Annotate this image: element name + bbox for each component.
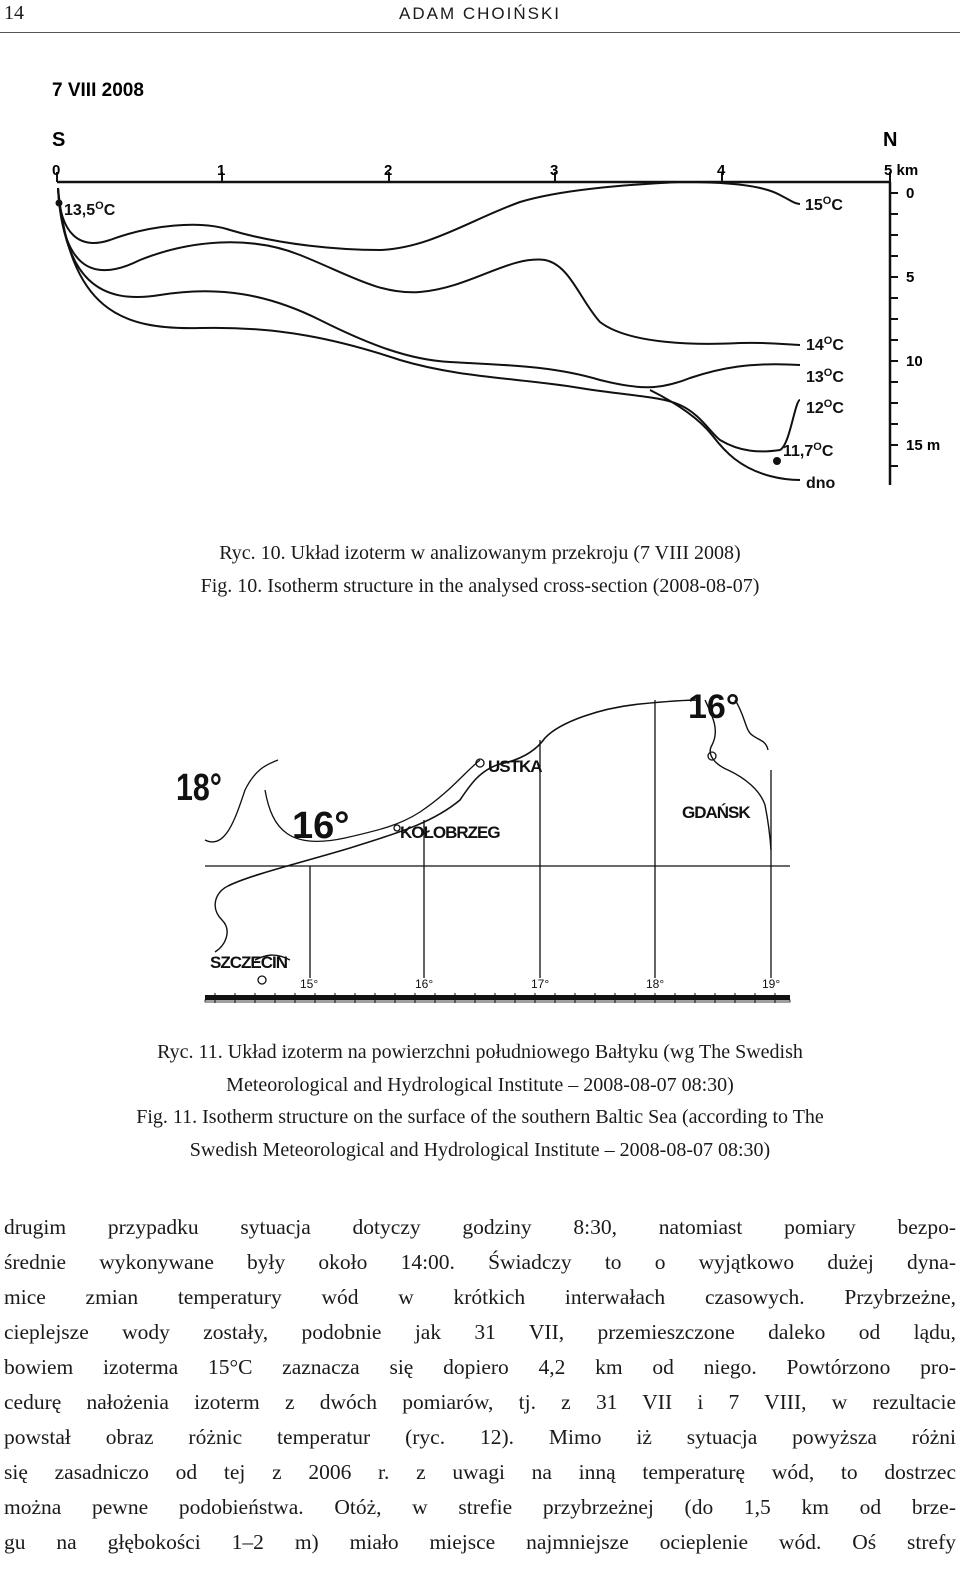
fig10-date-label: 7 VIII 2008 — [52, 80, 144, 101]
fig11-label-16-west: 16° — [292, 805, 350, 847]
fig10-label-bottom: dno — [806, 475, 836, 492]
fig11-longitude-16: 16° — [415, 977, 434, 991]
fig10-label-13-5: $13,5^OC$ — [64, 200, 116, 219]
body-line: powstał obraz różnic temperatur (ryc. 12). Mimo iż sytuacja powyższa różni — [4, 1425, 956, 1449]
fig11-caption-en-line1: Fig. 11. Isotherm structure on the surface of the southern Baltic Sea (according to The — [136, 1106, 824, 1128]
figure-11-caption-en — [0, 1101, 960, 1167]
fig11-label-gdansk: GDAŃSK — [682, 803, 750, 822]
fig10-depth-tick-15: 15 m — [906, 437, 941, 454]
fig10-label-11-7: $11,7^OC$ — [783, 441, 834, 460]
fig10-south-label: S — [52, 129, 66, 151]
fig10-caption-en: Fig. 10. Isotherm structure in the analysed cross-section (2008-08-07) — [200, 575, 760, 597]
fig10-x-tick-marks — [57, 172, 890, 182]
body-line: drugim przypadku sytuacja dotyczy godziny 8:30, natomiast pomiary bezpo- — [4, 1215, 956, 1239]
header-rule — [0, 32, 960, 33]
fig11-caption-en-line2: Swedish Meteorological and Hydrological Institute – 2008-08-07 08:30) — [189, 1139, 771, 1161]
fig10-x-tick-0: 0 — [52, 162, 61, 179]
fig10-label-13: $13^OC$ — [806, 367, 844, 386]
fig10-caption-pl: Ryc. 10. Układ izoterm w analizowanym przekroju (7 VIII 2008) — [219, 542, 741, 564]
fig11-szczecin-lagoon — [215, 886, 290, 960]
fig11-scale-bar — [205, 993, 790, 1003]
fig10-label-12: $12^OC$ — [806, 398, 844, 417]
fig11-caption-pl-line2: Meteorological and Hydrological Institute – 2008-08-07 08:30) — [226, 1074, 734, 1096]
isotherm-15 — [58, 182, 800, 250]
fig11-label-18: 18° — [176, 766, 222, 809]
fig11-label-szczecin: SZCZECIN — [210, 953, 287, 972]
fig10-depth-tick-0: 0 — [906, 185, 915, 202]
fig10-x-tick-1: 1 — [217, 162, 226, 179]
body-line: gu na głębokości 1–2 m) miało miejsce najmniejsze ocieplenie wód. Oś strefy — [4, 1530, 956, 1554]
fig10-label-14: $14^OC$ — [806, 335, 844, 354]
isotherm-14 — [58, 188, 800, 345]
fig11-label-ustka: USTKA — [488, 757, 542, 776]
body-line: można pewne podobieństwa. Otóż, w strefie przybrzeżnej (do 1,5 km od brze- — [4, 1495, 956, 1519]
fig11-szczecin-marker — [258, 976, 266, 984]
fig11-hel-peninsula — [735, 700, 768, 750]
fig10-marker-left — [56, 200, 63, 207]
page-header — [0, 0, 960, 30]
fig10-marker-bottom — [773, 457, 781, 465]
fig10-x-tick-3: 3 — [550, 162, 559, 179]
fig11-longitude-15: 15° — [300, 977, 319, 991]
body-line: cieplejsze wody zostały, podobnie jak 31 VII, przemieszczone daleko od lądu, — [4, 1320, 956, 1344]
fig11-longitude-17: 17° — [531, 977, 550, 991]
figure-10-cross-section — [0, 60, 960, 500]
fig10-depth-tick-10: 10 — [906, 353, 923, 370]
fig10-depth-tick-5: 5 — [906, 269, 915, 286]
fig11-label-16-east: 16° — [688, 688, 740, 726]
figure-10-caption — [0, 537, 960, 603]
body-line: średnie wykonywane były około 14:00. Świadczy to o wyjątkowo dużej dyna- — [4, 1250, 956, 1274]
figure-11-caption-pl — [0, 1036, 960, 1102]
body-paragraph — [4, 1210, 956, 1560]
body-line: cedurę nałożenia izoterm z dwóch pomiarów, tj. z 31 VII i 7 VIII, w rezultacie — [4, 1390, 956, 1414]
fig10-x-tick-2: 2 — [384, 162, 393, 179]
isotherm-13 — [58, 188, 800, 387]
page-number: 14 — [4, 2, 24, 24]
fig11-longitude-19: 19° — [762, 977, 781, 991]
fig10-x-tick-5: 5 km — [884, 162, 919, 179]
fig11-label-kolobrzeg: KOŁOBRZEG — [400, 823, 500, 842]
fig11-caption-pl-line1: Ryc. 11. Układ izoterm na powierzchni południowego Bałtyku (wg The Swedish — [157, 1041, 803, 1063]
fig11-longitude-18: 18° — [646, 977, 665, 991]
isotherm-12 — [58, 188, 800, 451]
body-line: się zasadniczo od tej z 2006 r. z uwagi na inną temperaturę wód, to dostrzec — [4, 1460, 956, 1484]
fig11-coastline — [228, 700, 700, 886]
body-line: bowiem izoterma 15°C zaznacza się dopiero 4,2 km od niego. Powtórzono pro- — [4, 1355, 956, 1379]
body-line: mice zmian temperatury wód w krótkich interwałach czasowych. Przybrzeżne, — [4, 1285, 956, 1309]
isotherm-bottom — [650, 390, 800, 480]
running-head: ADAM CHOIŃSKI — [398, 4, 562, 23]
fig10-label-15: $15^OC$ — [805, 195, 843, 214]
fig10-north-label: N — [883, 129, 898, 151]
figure-11-map — [0, 660, 960, 1020]
fig10-isotherms — [58, 182, 800, 480]
fig10-x-tick-4: 4 — [717, 162, 726, 179]
